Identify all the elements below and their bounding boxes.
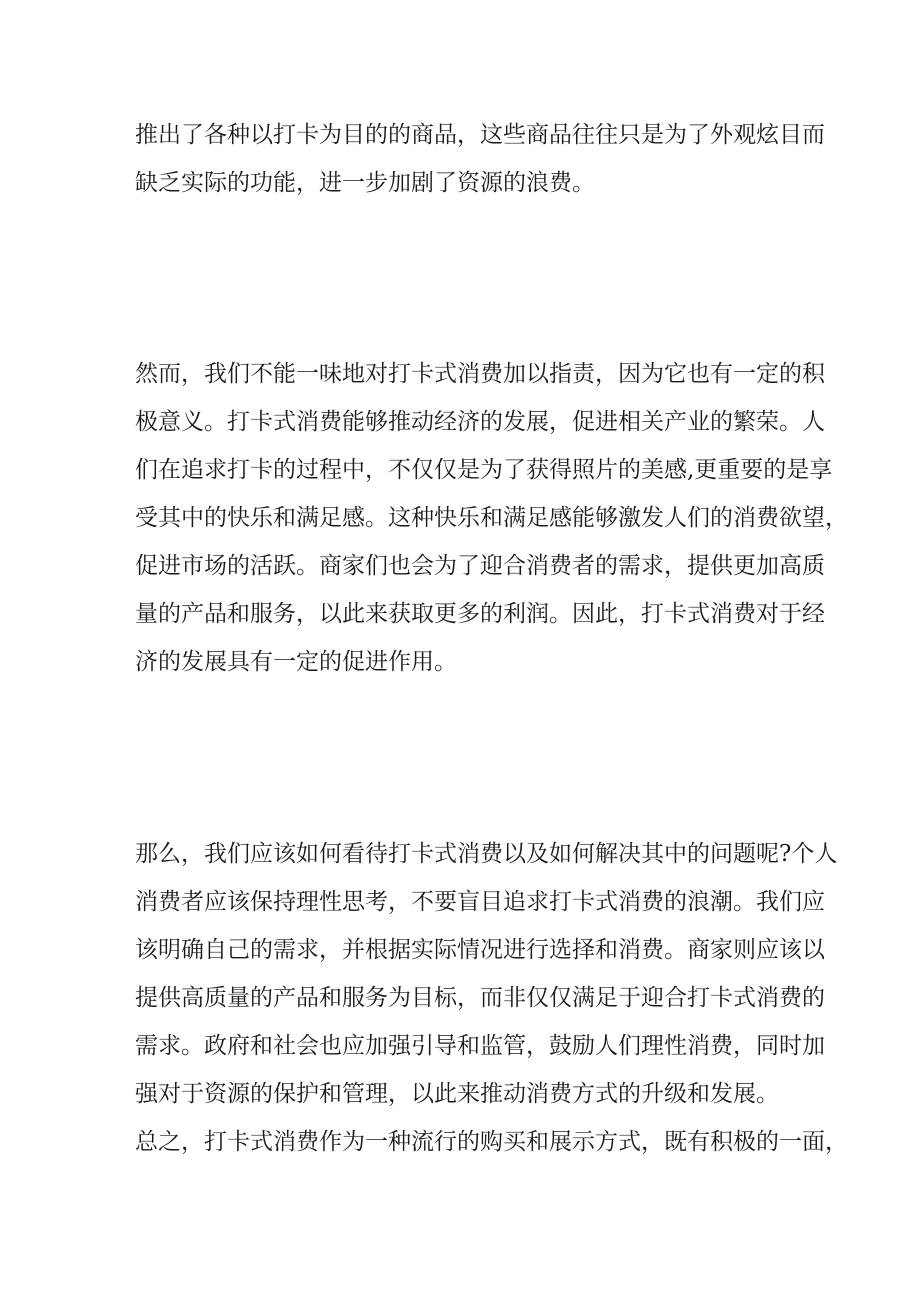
paragraph-3-line-1: 那么，我们应该如何看待打卡式消费以及如何解决其中的问题呢?个人 xyxy=(135,841,838,867)
paragraph-2-line-2: 极意义。打卡式消费能够推动经济的发展，促进相关产业的繁荣。人 xyxy=(135,409,825,435)
paragraph-1-line-2: 缺乏实际的功能，进一步加剧了资源的浪费。 xyxy=(135,170,595,196)
paragraph-1-line-1: 推出了各种以打卡为目的的商品，这些商品往往只是为了外观炫目而 xyxy=(135,122,825,148)
paragraph-2-line-6: 量的产品和服务，以此来获取更多的利润。因此，打卡式消费对于经 xyxy=(135,601,825,627)
paragraph-2-line-4: 受其中的快乐和满足感。这种快乐和满足感能够激发人们的消费欲望， xyxy=(135,505,848,531)
paragraph-3-line-4: 提供高质量的产品和服务为目标，而非仅仅满足于迎合打卡式消费的 xyxy=(135,985,825,1011)
paragraph-2-line-5: 促进市场的活跃。商家们也会为了迎合消费者的需求，提供更加高质 xyxy=(135,553,825,579)
paragraph-3-line-5: 需求。政府和社会也应加强引导和监管，鼓励人们理性消费，同时加 xyxy=(135,1033,825,1059)
paragraph-3-line-6: 强对于资源的保护和管理，以此来推动消费方式的升级和发展。 xyxy=(135,1081,779,1107)
paragraph-2-line-1: 然而，我们不能一味地对打卡式消费加以指责，因为它也有一定的积 xyxy=(135,361,825,387)
paragraph-2-line-3: 们在追求打卡的过程中，不仅仅是为了获得照片的美感,更重要的是享 xyxy=(135,457,833,483)
paragraph-4-line-1: 总之，打卡式消费作为一种流行的购买和展示方式，既有积极的一面， xyxy=(135,1129,848,1155)
paragraph-3-line-2: 消费者应该保持理性思考，不要盲目追求打卡式消费的浪潮。我们应 xyxy=(135,889,825,915)
paragraph-2-line-7: 济的发展具有一定的促进作用。 xyxy=(135,649,457,675)
paragraph-3-line-3: 该明确自己的需求，并根据实际情况进行选择和消费。商家则应该以 xyxy=(135,937,825,963)
